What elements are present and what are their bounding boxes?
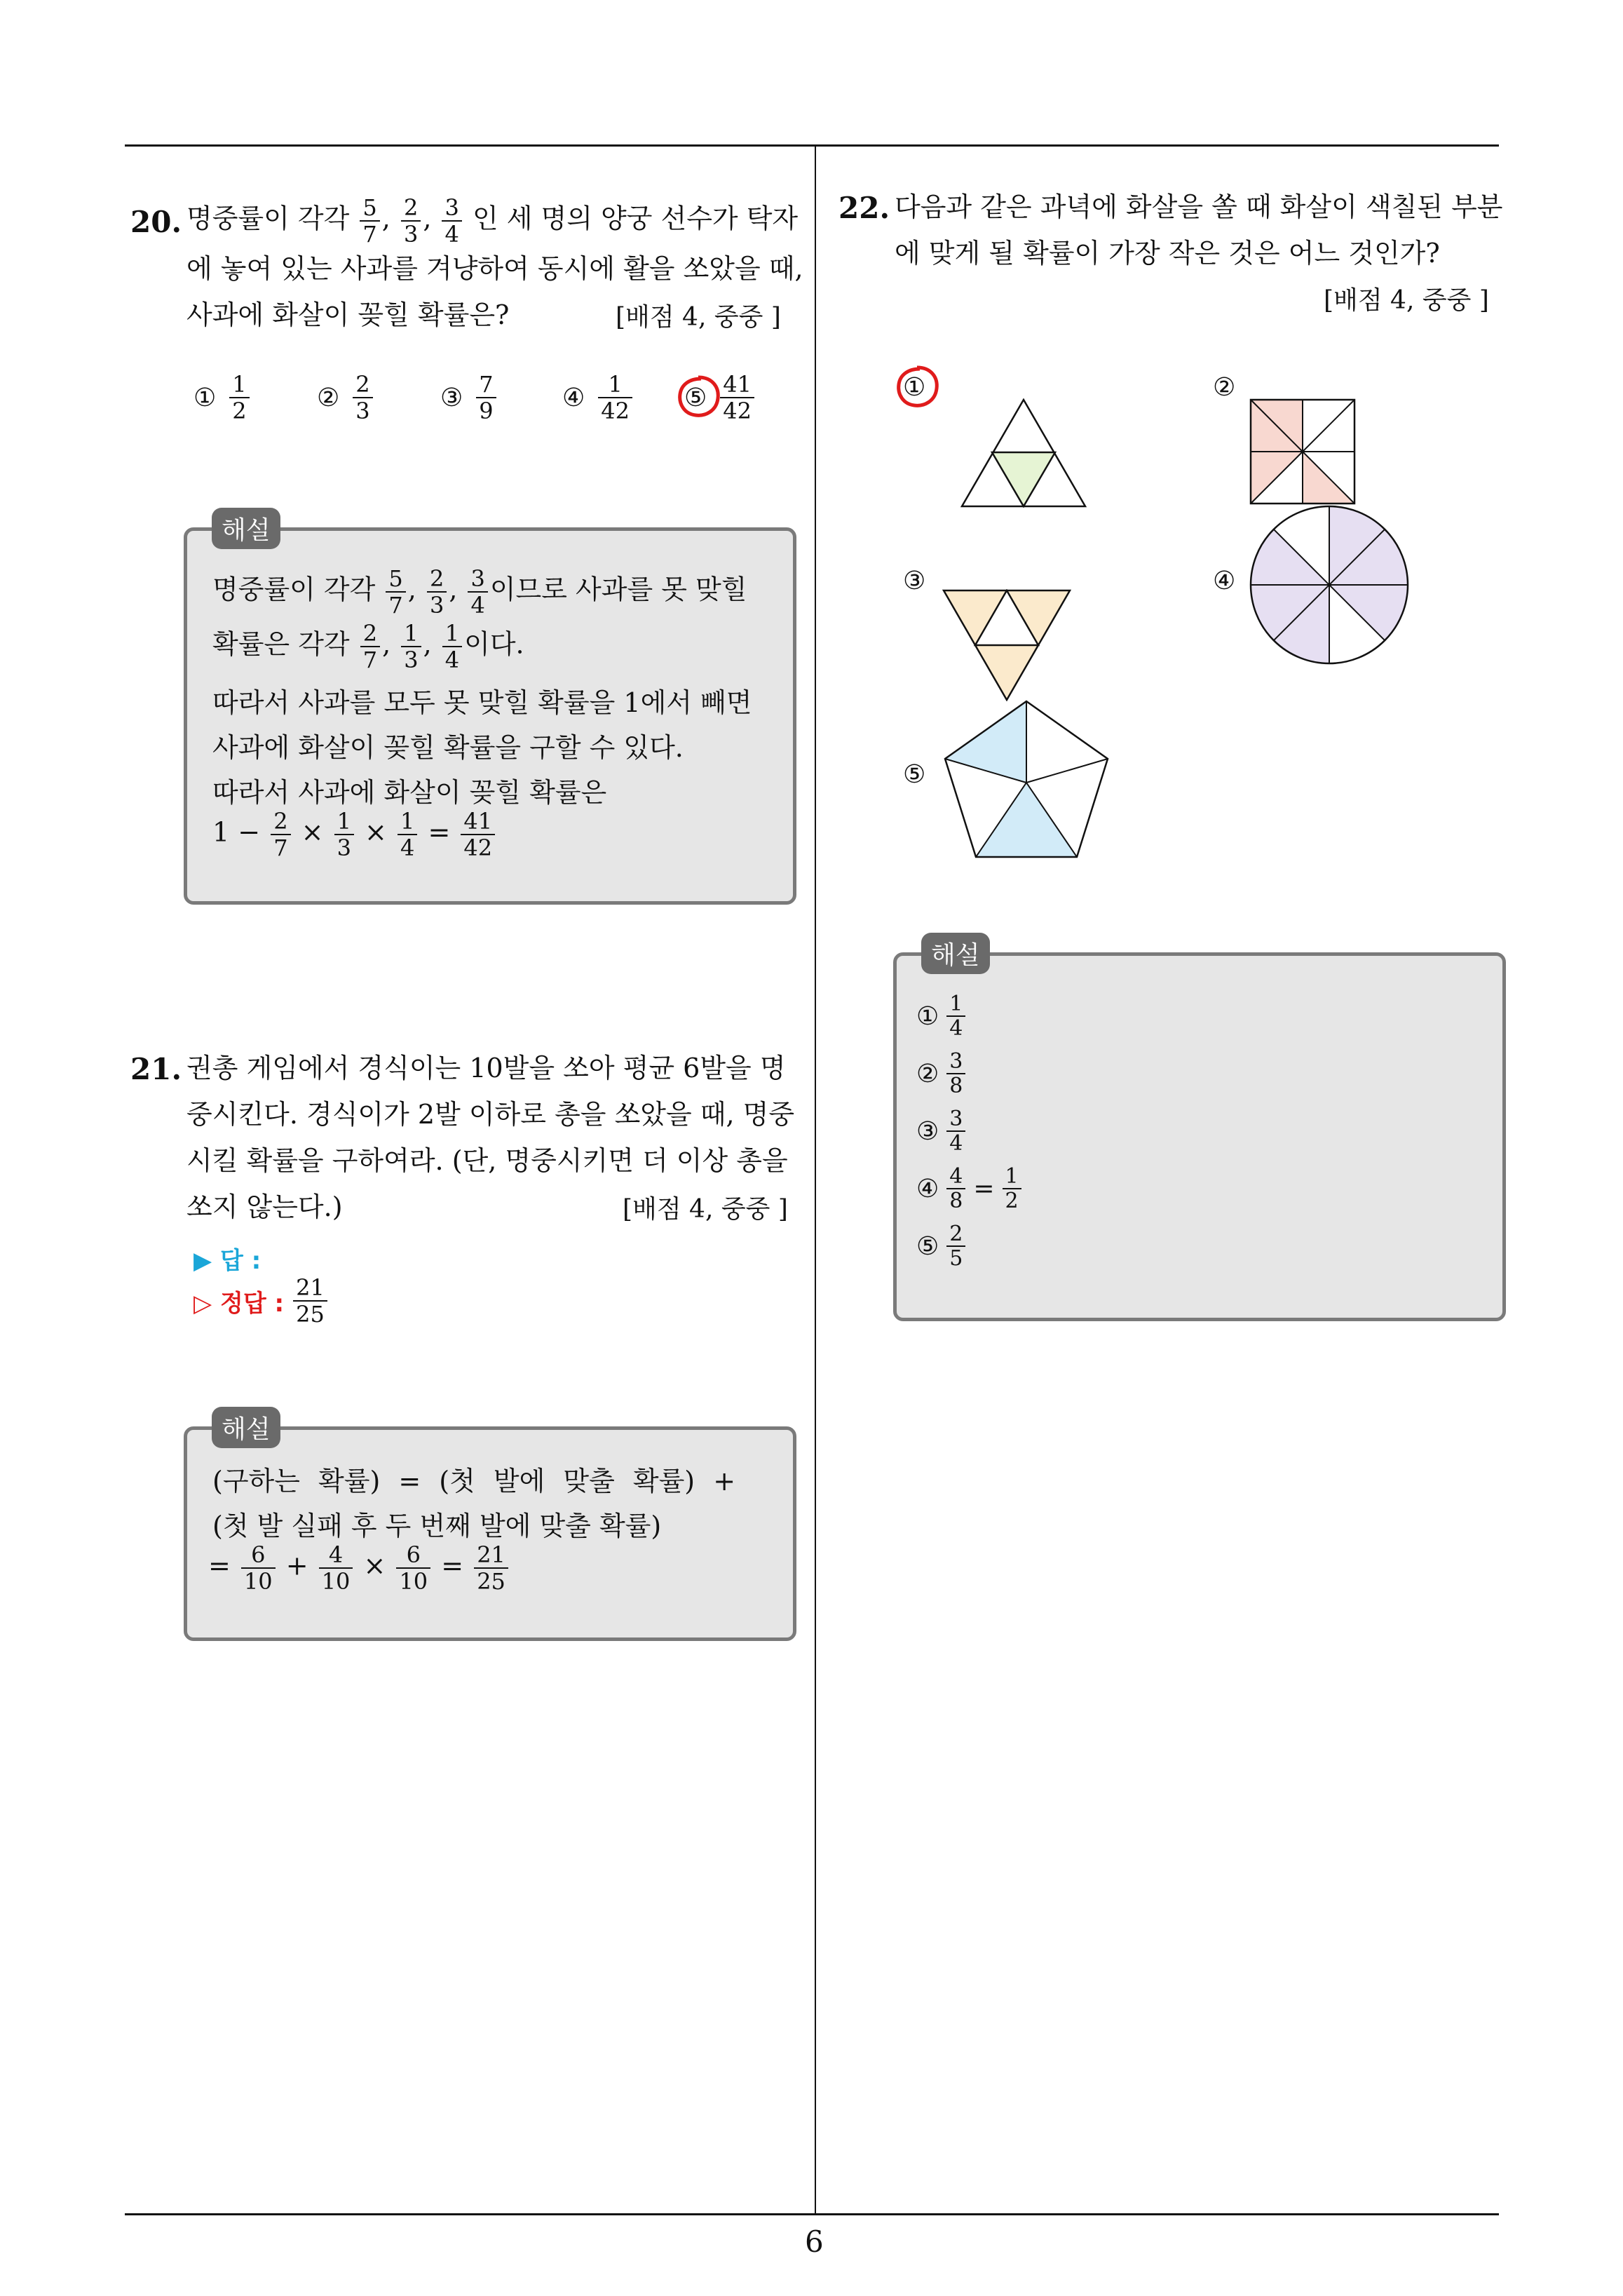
q21-correct-row bbox=[193, 1275, 330, 1327]
q21-correct-value: $\frac{21}{25}$ bbox=[293, 1275, 327, 1327]
q20-exp-line3: 따라서 사과를 모두 못 맞힐 확률을 1에서 빼면 bbox=[212, 687, 752, 718]
q21-correct-label: ▷ 정답 : bbox=[193, 1289, 285, 1318]
q22-number: 22. bbox=[838, 191, 890, 225]
q21-answer-label: ▶ 답 : bbox=[193, 1247, 262, 1275]
q20-exp-line5: 따라서 사과에 화살이 꽂힐 확률은 bbox=[212, 777, 607, 808]
q20-option-3[interactable]: ③ $\frac{7}{9}$ bbox=[440, 372, 498, 424]
answer-circle-mark bbox=[673, 372, 724, 422]
q20-exp-line1: 명중률이 각각 $\frac{5}{7}$ , $\frac{2}{3}$ , $\frac{3}{4}$ 이므로 사과를 못 맞힐 bbox=[212, 565, 747, 619]
q20-option-5[interactable]: ⑤ $\frac{41}{42}$ bbox=[684, 372, 756, 424]
q20-line2: 에 놓여 있는 사과를 겨냥하여 동시에 활을 쏘았을 때, bbox=[186, 253, 803, 284]
q20-exp-line6: 1 − $\frac{2}{7}$ × $\frac{1}{3}$ × $\frac{1}{4}$ = $\frac{41}{42}$ bbox=[212, 809, 497, 860]
q20-option-2[interactable]: ② $\frac{2}{3}$ bbox=[317, 372, 375, 424]
q22-exp-line1: ① $\frac{1}{4}$ bbox=[916, 992, 967, 1040]
q21-line3: 시킬 확률을 구하여라. (단, 명중시키면 더 이상 총을 bbox=[186, 1145, 788, 1176]
target-figure-1[interactable] bbox=[960, 398, 1087, 508]
q20-explanation-box bbox=[184, 527, 796, 905]
q22-figure-4-mark[interactable]: ④ bbox=[1213, 567, 1236, 595]
q21-exp-line1: (구하는 확률) = (첫 발에 맞출 확률) + bbox=[212, 1466, 736, 1497]
q22-line2: 에 맞게 될 확률이 가장 작은 것은 어느 것인가? bbox=[895, 238, 1440, 269]
q20-exp-line4: 사과에 화살이 꽂힐 확률을 구할 수 있다. bbox=[212, 732, 684, 763]
page-number: 6 bbox=[805, 2224, 824, 2259]
q20-meta: [배점 4, 중중 ] bbox=[616, 303, 781, 332]
target-figure-2[interactable] bbox=[1249, 398, 1356, 505]
q22-figure-3-mark[interactable]: ③ bbox=[903, 567, 926, 595]
q22-explanation-box bbox=[893, 952, 1506, 1321]
q21-explanation-label: 해설 bbox=[212, 1407, 280, 1448]
q20-frac-1: $\frac{5}{7}$ bbox=[360, 195, 379, 247]
q21-line1: 권총 게임에서 경식이는 10발을 쏘아 평균 6발을 명 bbox=[186, 1053, 786, 1083]
q20-option-4[interactable]: ④ $\frac{1}{42}$ bbox=[562, 372, 634, 424]
q20-explanation-label: 해설 bbox=[212, 508, 280, 549]
q21-exp-line2: (첫 발 실패 후 두 번째 발에 맞출 확률) bbox=[212, 1511, 662, 1541]
bottom-rule bbox=[125, 2213, 1499, 2215]
q22-exp-line4: ④ $\frac{4}{8}$ = $\frac{1}{2}$ bbox=[916, 1165, 1024, 1213]
column-divider bbox=[815, 144, 816, 2213]
target-figure-3[interactable] bbox=[942, 589, 1071, 701]
q22-line1: 다음과 같은 과녁에 화살을 쏠 때 화살이 색칠된 부분 bbox=[895, 191, 1503, 222]
target-figure-4[interactable] bbox=[1249, 505, 1409, 665]
top-rule bbox=[125, 144, 1499, 147]
q20-number: 20. bbox=[130, 205, 182, 239]
q21-explanation-box bbox=[184, 1426, 796, 1641]
q22-meta: [배점 4, 중중 ] bbox=[1324, 286, 1489, 315]
q20-line3: 사과에 화살이 꽂힐 확률은? bbox=[186, 299, 510, 330]
q22-figure-2-mark[interactable]: ② bbox=[1213, 373, 1236, 402]
q20-option-1[interactable]: ① $\frac{1}{2}$ bbox=[193, 372, 252, 424]
q22-figure-1-mark[interactable]: ① bbox=[903, 373, 926, 402]
q20-line1-a: 명중률이 각각 bbox=[186, 203, 350, 234]
q21-number: 21. bbox=[130, 1052, 182, 1086]
q21-exp-line3: = $\frac{6}{10}$ + $\frac{4}{10}$ × $\frac{6}{10}$ = $\frac{21}{25}$ bbox=[208, 1542, 510, 1594]
q22-exp-line2: ② $\frac{3}{8}$ bbox=[916, 1050, 967, 1098]
q22-exp-line5: ⑤ $\frac{2}{5}$ bbox=[916, 1222, 967, 1270]
q21-line2: 중시킨다. 경식이가 2발 이하로 총을 쏘았을 때, 명중 bbox=[186, 1099, 795, 1130]
q20-frac-2: $\frac{2}{3}$ bbox=[401, 195, 421, 247]
q22-explanation-label: 해설 bbox=[921, 933, 990, 974]
q20-exp-line2: 확률은 각각 $\frac{2}{7}$ , $\frac{1}{3}$ , $\frac{1}{4}$ 이다. bbox=[212, 620, 524, 673]
target-figure-5[interactable] bbox=[942, 700, 1111, 858]
answer-circle-mark bbox=[892, 362, 942, 412]
q20-line1: 명중률이 각각 $\frac{5}{7}$ , $\frac{2}{3}$ , $\frac{3}{4}$ 인 세 명의 양궁 선수가 탁자 bbox=[186, 194, 799, 248]
q21-meta: [배점 4, 중중 ] bbox=[623, 1195, 788, 1224]
q22-exp-line3: ③ $\frac{3}{4}$ bbox=[916, 1107, 967, 1155]
q22-figure-5-mark[interactable]: ⑤ bbox=[903, 760, 926, 789]
q21-line4: 쏘지 않는다.) bbox=[186, 1191, 343, 1222]
q20-frac-3: $\frac{3}{4}$ bbox=[442, 195, 461, 247]
q20-line1-b: 인 세 명의 양궁 선수가 탁자 bbox=[472, 203, 799, 234]
